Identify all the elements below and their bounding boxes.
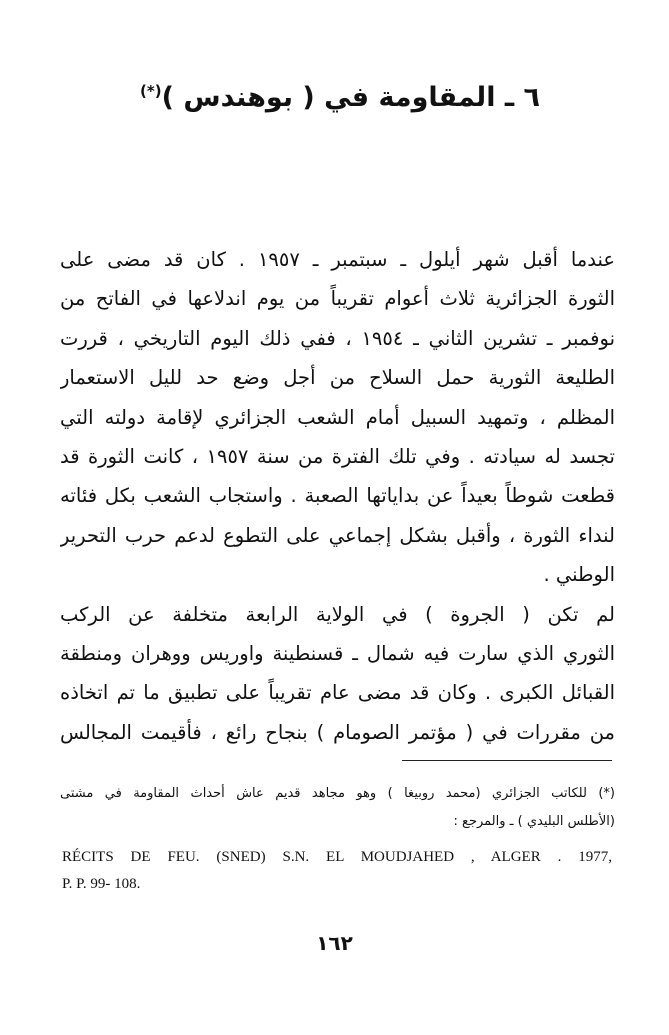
body-line: تجسد له سيادته . وفي تلك الفترة من سنة ١٩٥٧ ، كانت الثورة قد bbox=[60, 444, 615, 468]
reference-line: P. P. 99- 108. bbox=[62, 876, 141, 892]
body-line: نوفمبر ـ تشرين الثاني ـ ١٩٥٤ ، ففي ذلك اليوم التاريخي ، قررت bbox=[60, 326, 615, 350]
reference-line: RÉCITS DE FEU. (SNED) S.N. EL MOUDJAHED , ALGER . 1977, bbox=[62, 849, 612, 865]
body-line: الثوري الذي سارت فيه شمال ـ قسنطينة واوريس ووهران ومنطقة bbox=[60, 641, 615, 665]
body-line: من مقررات في ( مؤتمر الصومام ) بنجاح رائع ، فأقيمت المجالس bbox=[60, 720, 615, 744]
body-line: لنداء الثورة ، وأقبل بشكل إجماعي على التطوع لدعم حرب التحرير bbox=[60, 523, 615, 547]
chapter-title bbox=[60, 78, 620, 118]
body-line: عندما أقبل شهر أيلول ـ سبتمبر ـ ١٩٥٧ . كان قد مضى على bbox=[60, 248, 615, 271]
body-line: لم تكن ( الجروة ) في الولاية الرابعة متخلفة عن الركب bbox=[60, 602, 615, 626]
chapter-title-text: ٦ ـ المقاومة في ( بوهندس ) bbox=[161, 82, 540, 113]
footnote bbox=[60, 780, 615, 836]
footnote-divider bbox=[402, 760, 612, 761]
page-number: ١٦٢ bbox=[316, 931, 353, 955]
body-line: قطعت شوطاً بعيداً عن بداياتها الصعبة . واستجاب الشعب بكل فئاته bbox=[60, 484, 615, 508]
footnote-marker: (*) bbox=[140, 82, 162, 100]
footnote-line: (*) للكاتب الجزائري (محمد روبيغا ) وهو مجاهد قديم عاش أحداث المقاومة في مشتى bbox=[60, 786, 615, 801]
body-text bbox=[60, 240, 615, 752]
footnote-line: (الأطلس البليدي ) ـ والمرجع : bbox=[453, 814, 615, 829]
footnote-reference bbox=[62, 844, 612, 898]
body-line: الطليعة الثورية حمل السلاح من أجل وضع حد لليل الاستعمار bbox=[60, 366, 615, 390]
body-line: القبائل الكبرى . وكان قد مضى عام تقريباً على تطبيق ما تم اتخاذه bbox=[60, 681, 615, 705]
body-line: الوطني . bbox=[543, 563, 615, 587]
body-line: الثورة الجزائرية ثلاث أعوام تقريباً من يوم اندلاعها في الفاتح من bbox=[60, 287, 615, 311]
body-line: المظلم ، وتمهيد السبيل أمام الشعب الجزائري لإقامة دولته التي bbox=[60, 405, 615, 429]
